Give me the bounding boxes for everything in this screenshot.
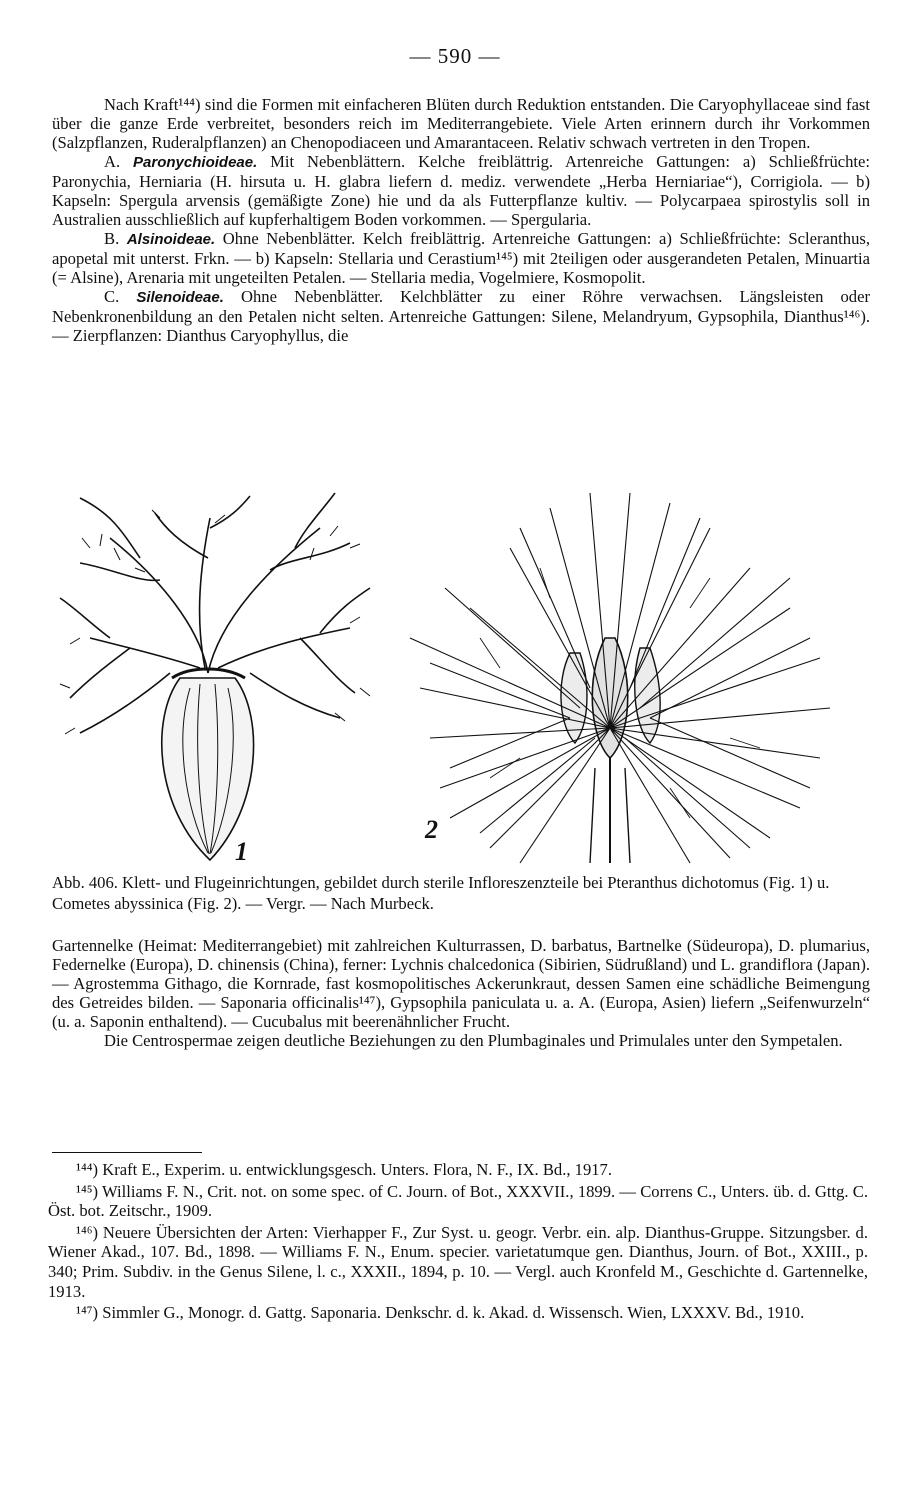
- footnote-147: ¹⁴⁷) Simmler G., Monogr. d. Gattg. Saponaria. Denkschr. d. k. Akad. d. Wissensch. Wien, LXXXV. Bd., 1910.: [76, 1303, 805, 1323]
- section-label-b: B.: [104, 229, 120, 248]
- fig1-label: 1: [235, 837, 248, 866]
- section-label-a: A.: [104, 152, 121, 171]
- footnote-146: ¹⁴⁶) Neuere Übersichten der Arten: Vierhapper F., Zur Syst. u. geogr. Verbr. ein. alp. Dianthus-Gruppe. Sitzungsber. d. Wiener Akad., 107. Bd., 1898. — Williams F. N., Enum. specier. varietatumque gen. Dianthus, Journ. of Bot., XXIII., p. 340; Prim. Subdiv. in the Genus Silene, l. c., XXXII., 1894, p. 10. — Vergl. auch Kronfeld M., Geschichte d. Gartennelke, 1913.: [48, 1222, 868, 1301]
- footnotes: [48, 1160, 868, 1325]
- paragraph-centrospermae: Die Centrospermae zeigen deutliche Beziehungen zu den Plumbaginales und Primulales unter den Sympetalen.: [104, 1031, 843, 1050]
- section-heading-paronychioideae: Paronychioideae.: [133, 154, 258, 171]
- figure-caption: Abb. 406. Klett- und Flugeinrichtungen, gebildet durch sterile Infloreszenzteile bei Pteranthus dichotomus (Fig. 1) u. Cometes abyssinica (Fig. 2). — Vergr. — Nach Murbeck.: [52, 873, 830, 913]
- footnote-145: ¹⁴⁵) Williams F. N., Crit. not. on some spec. of C. Journ. of Bot., XXXVII., 1899. — Correns C., Unters. üb. d. Gttg. C. Öst. bot. Zeitschr., 1909.: [48, 1181, 868, 1221]
- section-heading-alsinoideae: Alsinoideae.: [126, 231, 216, 248]
- paragraph-paronychioideae: [52, 152, 870, 229]
- botanical-illustration: [50, 488, 880, 868]
- paragraph-dianthus: Gartennelke (Heimat: Mediterrangebiet) mit zahlreichen Kulturrassen, D. barbatus, Bartnelke (Südeuropa), D. plumarius, Federnelke (Europa), D. chinensis (China), ferner: Lychnis chalcedonica (Sibirien, Südrußland) und L. grandiflora (Japan). — Agrostemma Githago, die Kornrade, fast kosmopolitisches Ackerunkraut, dessen Samen eine schädliche Beimengung des Getreides bilden. — Saponaria officinalis¹⁴⁷), Gypsophila paniculata u. a. A. (Europa, Asien) liefern „Seifenwurzeln“ (u. a. Saponin enthaltend). — Cucubalus mit beerenähnlicher Frucht.: [52, 936, 870, 1031]
- main-text-top: [52, 95, 870, 345]
- paragraph-silenoideae: [52, 287, 870, 345]
- footnote-144: ¹⁴⁴) Kraft E., Experim. u. entwicklungsgesch. Unters. Flora, N. F., IX. Bd., 1917.: [76, 1160, 612, 1179]
- footnote-rule: [52, 1152, 202, 1153]
- section-text-silenoideae: Ohne Nebenblätter. Kelchblätter zu einer Röhre verwachsen. Längsleisten oder Nebenkronenbildung an den Petalen nicht selten. Artenreiche Gattungen: Silene, Melandryum, Gypsophila, Dianthus¹⁴⁶). — Zierpflanzen: Dianthus Caryophyllus, die: [52, 287, 870, 345]
- section-text-alsinoideae: Ohne Nebenblätter. Kelch freiblättrig. Artenreiche Gattungen: a) Schließfrüchte: Scleranthus, apopetal mit unterst. Frkn. — b) Kapseln: Stellaria und Cerastium¹⁴⁵) mit 2teiligen oder ausgerandeten Petalen, Minuartia (= Alsine), Arenaria mit ungeteilten Petalen. — Stellaria media, Vogelmiere, Kosmopolit.: [52, 229, 870, 287]
- page-number: — 590 —: [409, 44, 501, 68]
- fig2-cometes-drawing: [410, 493, 830, 863]
- section-text-paronychioideae: Mit Nebenblättern. Kelche freiblättrig. Artenreiche Gattungen: a) Schließfrüchte: Paronychia, Herniaria (H. hirsuta u. H. glabra liefern d. mediz. verwendete „Herba Herniariae“), Corrigiola. — b) Kapseln: Spergula arvensis (gemäßigte Zone) hie und da als Futterpflanze kultiv. — Polycarpaea spirostylis soll in Australien ausschließlich auf kupferhaltigem Boden vorkommen. — Spergularia.: [52, 152, 871, 229]
- section-label-c: C.: [104, 287, 120, 306]
- fig1-pteranthus-drawing: [60, 493, 370, 860]
- paragraph-intro: Nach Kraft¹⁴⁴) sind die Formen mit einfacheren Blüten durch Reduktion entstanden. Die Caryophyllaceae sind fast über die ganze Erde verbreitet, besonders reich im Mediterrangebiete. Viele Arten erinnern durch ihr Vorkommen (Salzpflanzen, Ruderalpflanzen) an Chenopodiaceen und Amarantaceen. Relativ schwach vertreten in den Tropen.: [52, 95, 870, 152]
- section-heading-silenoideae: Silenoideae.: [136, 289, 224, 306]
- main-text-bottom: [52, 936, 870, 1050]
- paragraph-alsinoideae: [52, 229, 870, 287]
- fig2-label: 2: [425, 815, 438, 844]
- figure-406: [50, 488, 880, 868]
